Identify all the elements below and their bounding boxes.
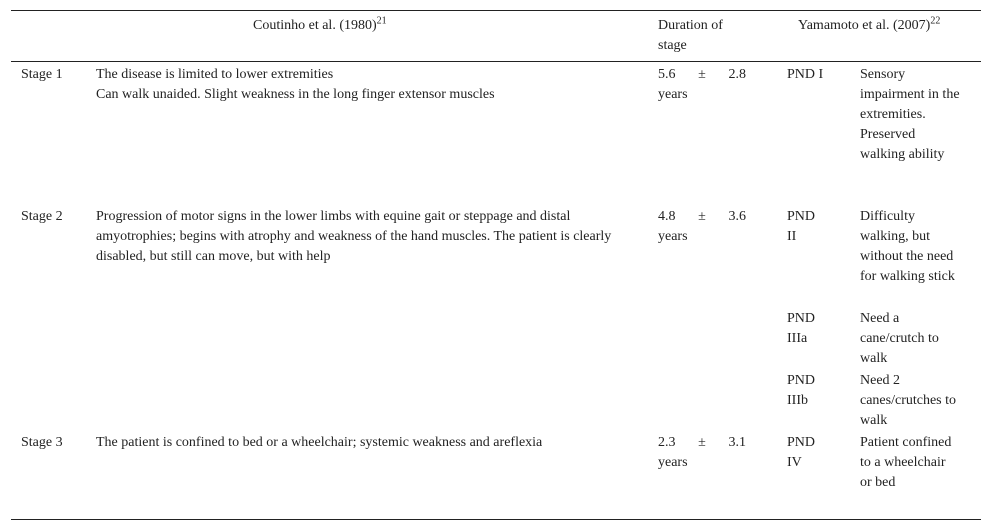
row1-description-line1: The disease is limited to lower extremities [96,67,334,82]
header-duration: Duration of stage [658,18,723,53]
header-yamamoto-ref: 22 [930,15,941,27]
header-coutinho [253,16,453,36]
row2-duration [658,207,758,247]
header-yamamoto-label: Yamamoto et al. (2007) [798,18,931,33]
row2-duration-pm: ± [698,209,706,224]
table-bottom-rule [11,519,981,520]
row2-duration-sd: 3.6 [728,209,746,224]
row1-duration [658,65,758,105]
row3-duration [658,433,758,473]
row1-pnd-code: PND I [787,67,824,82]
row2-pnd-code-3: PND IIIb [787,373,816,408]
header-coutinho-label: Coutinho et al. (1980) [253,18,377,33]
header-yamamoto [798,16,978,36]
row1-description [96,65,626,105]
row3-duration-pm: ± [698,435,706,450]
row3-pnd-code: PND IV [787,435,816,470]
row2-duration-unit: years [658,229,688,244]
row2-pnd-code-2: PND IIIa [787,311,816,346]
row1-duration-pm: ± [698,67,706,82]
row2-stage: Stage 2 [21,209,63,224]
table-header-rule [11,61,981,62]
row3-pnd-desc: Patient confined to a wheelchair or bed [860,435,952,490]
row3-duration-mean: 2.3 [658,435,676,450]
row1-duration-mean: 5.6 [658,67,676,82]
row1-pnd-desc: Sensory impairment in the extremities. Preserved walking ability [860,67,960,162]
row2-pnd-desc-1: Difficulty walking, but without the need for walking stick [860,209,955,284]
row2-duration-mean: 4.8 [658,209,676,224]
row1-duration-sd: 2.8 [728,67,746,82]
row1-description-line2: Can walk unaided. Slight weakness in the long finger extensor muscles [96,87,495,102]
row2-pnd-code-1: PND II [787,209,816,244]
table-top-rule [11,10,981,11]
row1-duration-unit: years [658,87,688,102]
row3-duration-sd: 3.1 [728,435,746,450]
header-coutinho-ref: 21 [376,15,387,27]
row3-stage: Stage 3 [21,435,63,450]
row1-stage: Stage 1 [21,67,63,82]
row3-duration-unit: years [658,455,688,470]
row3-description: The patient is confined to bed or a wheelchair; systemic weakness and areflexia [96,435,543,450]
row2-pnd-desc-3: Need 2 canes/crutches to walk [860,373,957,428]
row2-pnd-desc-2: Need a cane/crutch to walk [860,311,939,366]
row2-description: Progression of motor signs in the lower limbs with equine gait or steppage and distal amyotrophies; begins with atrophy and weakness of the hand muscles. The patient is clearly disabled, but still can move, but with help [96,209,612,264]
